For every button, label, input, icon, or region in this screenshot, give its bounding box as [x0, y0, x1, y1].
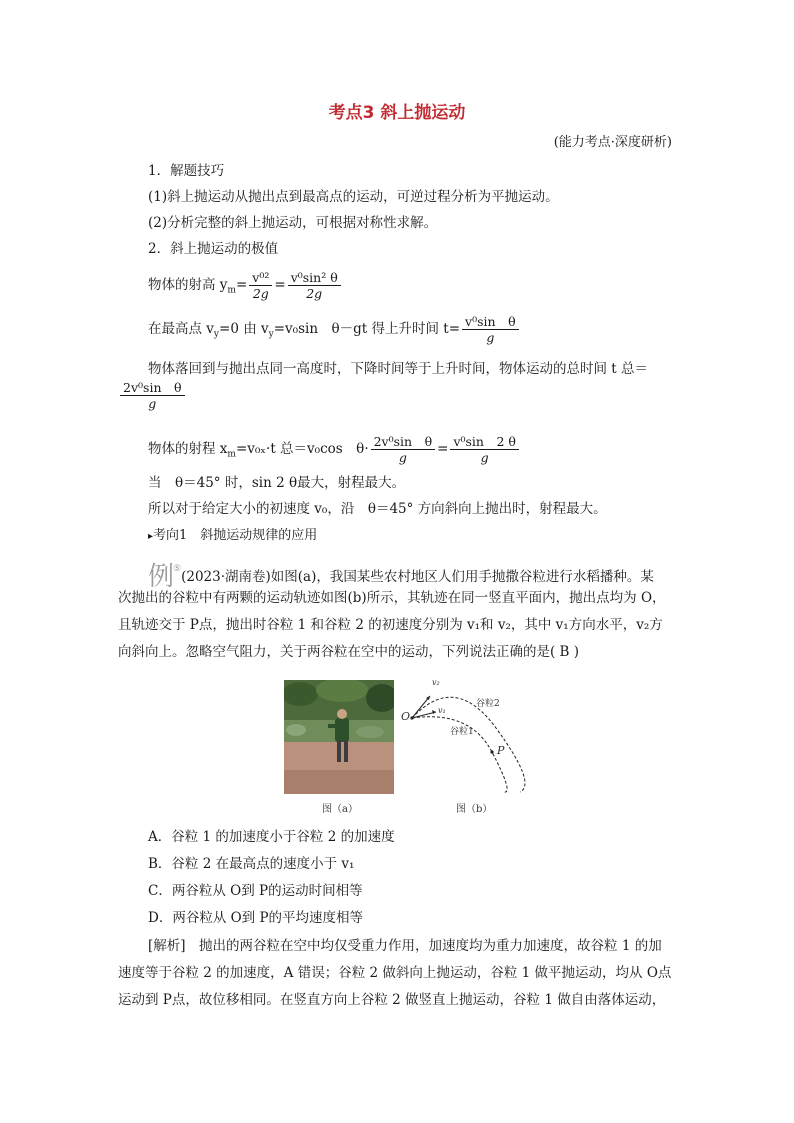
paragraph: 当 θ＝45° 时，sin 2 θ最大，射程最大。 [148, 475, 406, 491]
example-mark: 例 [148, 562, 174, 592]
fraction [371, 434, 436, 465]
subscript: y [268, 329, 274, 340]
formula-text: 物体的射程 x [148, 441, 228, 457]
v2-label: v₂ [432, 678, 440, 687]
fraction-numerator: v⁰sin² θ [288, 270, 341, 286]
point-p-label: P [497, 744, 505, 757]
subscript: y [213, 329, 220, 340]
fraction-denominator: 2g [306, 286, 323, 301]
example-text: 且轨迹交于 P点，抛出时谷粒 1 和谷粒 2 的初速度分别为 v₁和 v₂，其中 v₁方向水平，v₂方 [118, 617, 663, 633]
fraction-numerator: 2v⁰sin θ [120, 380, 185, 396]
formula-line [148, 268, 343, 308]
option-c: C．两谷粒从 O到 P的运动时间相等 [148, 883, 363, 899]
level-tag: (能力考点·深度研析) [553, 135, 672, 150]
formula-text: 物体的射高 y [148, 277, 228, 293]
example-text: 次抛出的谷粒中有两颗的运动轨迹如图(b)所示，其轨迹在同一竖直平面内，抛出点均为 O， [118, 590, 666, 606]
fraction-numerator: 2v⁰sin θ [371, 434, 436, 450]
kaoxiang-label: 考向1 斜抛运动规律的应用 [153, 528, 318, 543]
analysis-text: [解析] 抛出的两谷粒在空中均仅受重力作用，加速度均为重力加速度，故谷粒 1 的加 [148, 938, 662, 954]
fraction-numerator: v⁰sin θ [462, 314, 519, 330]
formula-line [118, 378, 187, 412]
paragraph: 物体落回到与抛出点同一高度时，下降时间等于上升时间，物体运动的总时间 t 总＝ [148, 361, 649, 377]
fraction-denominator: g [398, 450, 407, 465]
formula-text: 在最高点 v [148, 321, 214, 337]
trajectory-diagram [400, 676, 530, 798]
formula-text: =v₀sin θ－gt 得上升时间 t= [273, 321, 461, 337]
formula-text: =0 由 v [219, 321, 269, 337]
example-number: ⑤ [173, 564, 182, 574]
paragraph: (2)分析完整的斜上抛运动，可根据对称性求解。 [148, 215, 438, 231]
fraction-denominator: g [480, 450, 489, 465]
kaoxiang-heading [148, 527, 317, 546]
analysis-text: 运动到 P点，故位移相同。在竖直方向上谷粒 2 做竖直上抛运动，谷粒 1 做自由落体运动， [118, 992, 666, 1008]
fraction-numerator: v⁰sin 2 θ [450, 434, 519, 450]
point-o-label: O [401, 710, 411, 723]
formula-line [148, 432, 521, 472]
grain-2-label: 谷粒2 [476, 699, 500, 709]
fraction-denominator: g [486, 330, 495, 345]
figure-b-caption: 图（b） [456, 804, 493, 815]
section-heading-1: 1．解题技巧 [148, 163, 225, 179]
grain-1-label: 谷粒1 [450, 727, 474, 737]
v1-label: v₁ [438, 706, 446, 715]
paragraph: (1)斜上抛运动从抛出点到最高点的运动，可逆过程分析为平抛运动。 [148, 189, 559, 205]
formula-text: = [274, 277, 286, 293]
example-text: (2023·湖南卷)如图(a)，我国某些农村地区人们用手抛撒谷粒进行水稻播种。某 [181, 569, 654, 585]
example-text: 向斜向上。忽略空气阻力，关于两谷粒在空中的运动，下列说法正确的是( B ) [118, 644, 580, 660]
fraction [450, 434, 519, 465]
figure-a-caption: 图（a） [322, 804, 358, 815]
formula-text: =v₀ₓ·t 总＝v₀cos θ· [235, 441, 369, 457]
option-a: A．谷粒 1 的加速度小于谷粒 2 的加速度 [148, 829, 395, 845]
fraction [120, 380, 185, 411]
subscript: m [227, 449, 236, 460]
fraction [288, 270, 341, 301]
triangle-marker-icon: ▸ [148, 531, 154, 542]
formula-text: = [437, 441, 449, 457]
section-heading-2: 2．斜上抛运动的极值 [148, 241, 279, 257]
option-b: B．谷粒 2 在最高点的速度小于 v₁ [148, 856, 355, 872]
formula-line [148, 312, 521, 352]
page-title: 考点3 斜上抛运动 [328, 103, 466, 123]
analysis-text: 速度等于谷粒 2 的加速度，A 错误；谷粒 2 做斜向上抛运动，谷粒 1 做平抛运动，均从 O点 [118, 965, 672, 981]
fraction-numerator: v⁰² [249, 270, 272, 286]
fraction-denominator: 2g [252, 286, 269, 301]
fraction-denominator: g [148, 396, 157, 411]
subscript: m [227, 285, 236, 296]
fraction [462, 314, 519, 345]
paragraph: 所以对于给定大小的初速度 v₀，沿 θ＝45° 方向斜向上抛出时，射程最大。 [148, 501, 607, 517]
farmer-photo [284, 680, 394, 794]
fraction [249, 270, 272, 301]
option-d: D．两谷粒从 O到 P的平均速度相等 [148, 910, 364, 926]
example-line [148, 560, 654, 592]
formula-text: = [235, 277, 248, 293]
